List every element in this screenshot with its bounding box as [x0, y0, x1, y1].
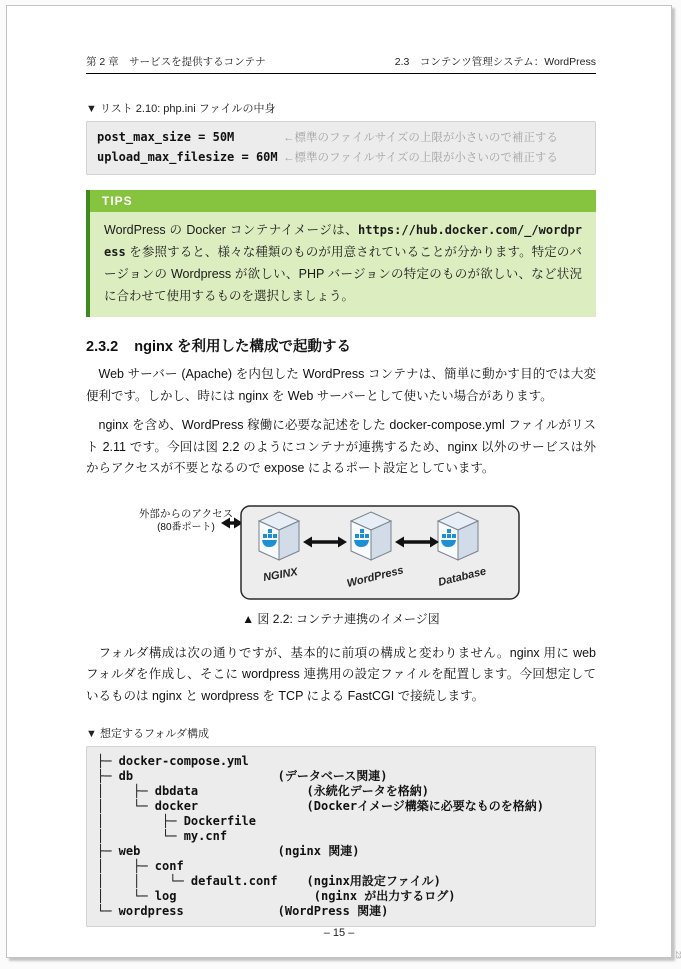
tree-line: ├─ docker-compose.yml [97, 754, 249, 768]
paragraph: nginx を含め、WordPress 稼働に必要な記述をした docker-compose.yml ファイルがリスト 2.11 です。今回は図 2.2 のようにコンテナが連携するため、nginx 以外のサービスは外からアクセスが不要となるので expose によるポート設定としています。 [86, 418, 596, 475]
figure-container-diagram [86, 502, 596, 627]
container-link-diagram [136, 502, 596, 606]
section-number: 2.3.2 [86, 339, 119, 355]
tree-line: │ ├─ conf [97, 859, 184, 873]
tips-body [90, 212, 596, 317]
nginx-container-cube-icon [259, 512, 299, 560]
paragraph: Web サーバー (Apache) を内包した WordPress コンテナは、簡単に動かす目的では大変便利です。しかし、時には nginx を Web サーバーとして使いたい場合があります。 [86, 367, 596, 403]
section-heading [86, 335, 596, 356]
database-label: Database [437, 564, 488, 589]
listing-caption: ▼ リスト 2.10: php.ini ファイルの中身 [86, 103, 276, 115]
tips-title: TIPS [90, 190, 596, 212]
tips-docker-hub-url: https://hub.docker.com/_/wordpress [104, 223, 582, 259]
external-access-label: 外部からのアクセス [138, 507, 234, 520]
tree-line: │ │ └─ default.conf (nginx用設定ファイル) [97, 874, 441, 888]
code-comment: ←標準のファイルサイズの上限が小さいので補正する [283, 132, 558, 144]
tree-line: ├─ db (データベース関連) [97, 769, 388, 783]
tips-box [86, 190, 596, 317]
running-header-right: 2.3 コンテンツ管理システム：WordPress [394, 56, 596, 68]
tree-line: │ └─ docker (Dockerイメージ構築に必要なものを格納) [97, 799, 544, 813]
running-header-left: 第 2 章 サービスを提供するコンテナ [86, 56, 266, 68]
running-header [86, 6, 596, 69]
code-comment: ←標準のファイルサイズの上限が小さいので補正する [283, 152, 558, 164]
code-line [97, 148, 585, 168]
code-line [97, 128, 585, 148]
php-ini-code-block [86, 121, 596, 175]
tree-line: │ ├─ Dockerfile [97, 814, 256, 828]
paragraph: フォルダ構成は次の通りですが、基本的に前項の構成と変わりません。nginx 用に web フォルダを作成し、そこに wordpress 連携用の設定ファイルを配置します。今回想定しているものは nginx と wordpress を TCP による FastCGI で接続します。 [86, 645, 596, 703]
page-edge-index-marker: 23 [674, 951, 681, 959]
tree-line: ├─ web (nginx 関連) [97, 844, 360, 858]
tree-line: │ └─ log (nginx が出力するログ) [97, 889, 456, 903]
tree-line: │ ├─ dbdata (永続化データを格納) [97, 784, 429, 798]
code-text: post_max_size = 50M [97, 130, 235, 144]
wordpress-container-cube-icon [351, 512, 391, 560]
code-text: upload_max_filesize = 60M [97, 150, 278, 164]
section-title: nginx を利用した構成で起動する [134, 339, 351, 355]
nginx-label: NGINX [262, 565, 299, 584]
page-content [7, 6, 671, 927]
figure-caption: ▲ 図 2.2: コンテナ連携のイメージ図 [242, 611, 440, 626]
tree-line: └─ wordpress (WordPress 関連) [97, 904, 389, 918]
folder-tree-block [86, 746, 596, 927]
tips-text-before: WordPress の Docker コンテナイメージは、 [104, 223, 359, 237]
tips-text-after: を参照すると、様々な種類のものが用意されていることが分かります。特定のバージョンの Wordpress が欲しい、PHP バージョンの特定のものが欲しい、など状況に合わせて使用するものを選択しましょう。 [104, 245, 582, 303]
database-container-cube-icon [438, 512, 478, 560]
wordpress-label: WordPress [345, 563, 405, 590]
folder-structure-caption: ▼ 想定するフォルダ構成 [86, 728, 209, 740]
tree-line: │ └─ my.cnf [97, 829, 228, 843]
external-port-label: (80番ポート) [157, 521, 215, 533]
page-number: – 15 – [323, 927, 355, 939]
header-rule [86, 73, 596, 74]
book-page [6, 5, 672, 958]
